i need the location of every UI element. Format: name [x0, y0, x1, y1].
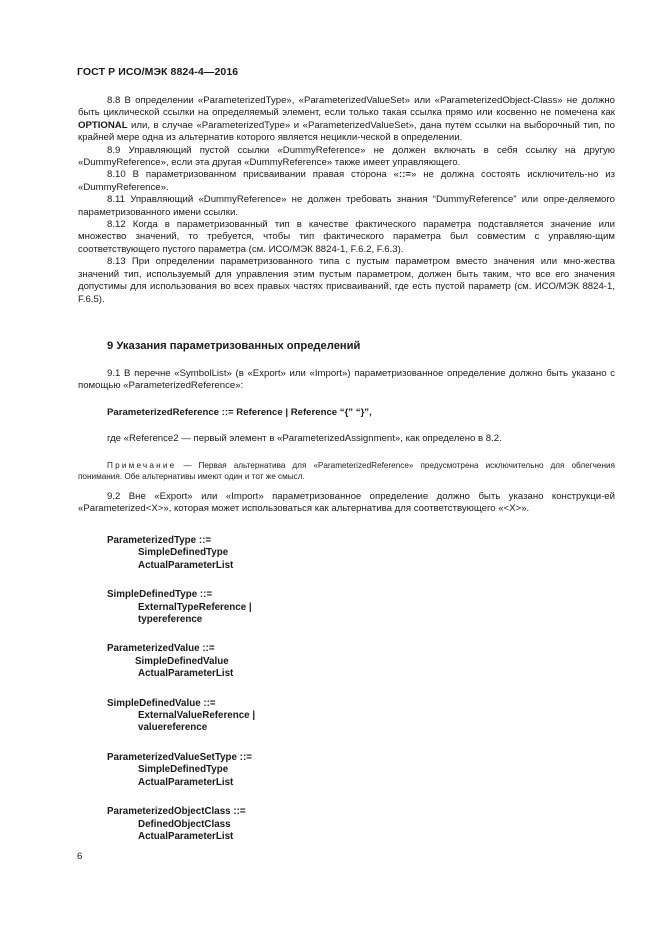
- clause-9-1: 9.1 В перечне «SymbolList» (в «Export» или «Import») параметризованное определение должно быть указано с помощью «ParameterizedReference»:: [78, 368, 615, 392]
- where-clause: где «Reference2 — первый элемент в «ParameterizedAssignment», как определено в 8.2.: [107, 433, 502, 444]
- clause-9-2: 9.2 Вне «Export» или «Import» параметризованное определение должно быть указано конструкци-ей «Parameterized<X>», которая может использоваться как альтернатива для соответствующего «<X>».: [78, 491, 615, 515]
- grammar-rules: [107, 535, 255, 860]
- clause-8-8: 8.8 В определении «ParameterizedType», «ParameterizedValueSet» или «ParameterizedObject-Class» не должно быть циклической ссылки на определяемый элемент, если только такая ссылка прямо или косвенно не помечена как OPTIONAL или, в случае «ParameterizedType» и «ParameterizedValueSet», дана путем ссылки на выборочный тип, по крайней мере одна из альтернатив которого является нецикли-ческой в определении.: [78, 95, 615, 144]
- production-parameterized-reference: ParameterizedReference ::= Reference | Reference “{” “}”,: [107, 407, 372, 418]
- clause-8-12: 8.12 Когда в параметризованный тип в качестве фактического параметра подставляется значение или множество значений, то требуется, чтобы тип фактического параметра был совместим с управляю-щим соответствующего пустого параметра (см. ИСО/МЭК 8824-1, F.6.2, F.6.3).: [78, 219, 615, 255]
- section-9-heading: 9 Указания параметризованных определений: [107, 340, 361, 352]
- note-text: — Первая альтернатива для «ParameterizedReference» предусмотрена исключительно для облегчения понимания. Обе альтернативы имеют один и тот же смысл.: [78, 461, 615, 481]
- page-number: 6: [77, 851, 83, 862]
- document-header: ГОСТ Р ИСО/МЭК 8824-4—2016: [77, 66, 239, 78]
- keyword-assign: ::=: [399, 169, 412, 181]
- note: [78, 460, 615, 482]
- note-label: Примечание: [107, 461, 177, 470]
- rule-parameterized-object-class: ParameterizedObjectClass ::= DefinedObjectClass ActualParameterList: [107, 806, 246, 842]
- rule-parameterized-value-set-type: ParameterizedValueSetType ::= SimpleDefinedType ActualParameterList: [107, 751, 252, 788]
- clause-8-13: 8.13 При определении параметризованного типа с пустым параметром вместо значения или мно-жества значений тип, используемый для управления этим пустым параметром, должен быть таким, что все его значения допустимы для использования во всех правых частях присваиваний, где есть пустой параметр (см. ИСО/МЭК 8824-1, F.6.5).: [78, 256, 615, 305]
- rule-parameterized-value: ParameterizedValue ::= SimpleDefinedValue ActualParameterList: [107, 643, 234, 680]
- rule-simple-defined-value: SimpleDefinedValue ::= ExternalValueReference | valuereference: [107, 697, 256, 734]
- keyword-optional: OPTIONAL: [78, 119, 128, 131]
- clause-8-9: 8.9 Управляющий пустой ссылки «DummyReference» не должен включать в себя ссылку на другую «DummyReference», если эта другая «DummyReference» также имеет управляющего.: [78, 144, 615, 169]
- clauses-8: [78, 95, 615, 306]
- rule-parameterized-type: ParameterizedType ::= SimpleDefinedType ActualParameterList: [107, 535, 234, 571]
- clause-8-11: 8.11 Управляющий «DummyReference» не должен требовать знания “DummyReference” или опре-деляемого параметризованного имени ссылки.: [78, 194, 615, 218]
- clause-8-10: 8.10 В параметризованном присваивании правая сторона «::=» не должна состоять исключитель-но из «DummyReference».: [78, 169, 615, 193]
- rule-simple-defined-type: SimpleDefinedType ::= ExternalTypeReference | typereference: [107, 589, 252, 626]
